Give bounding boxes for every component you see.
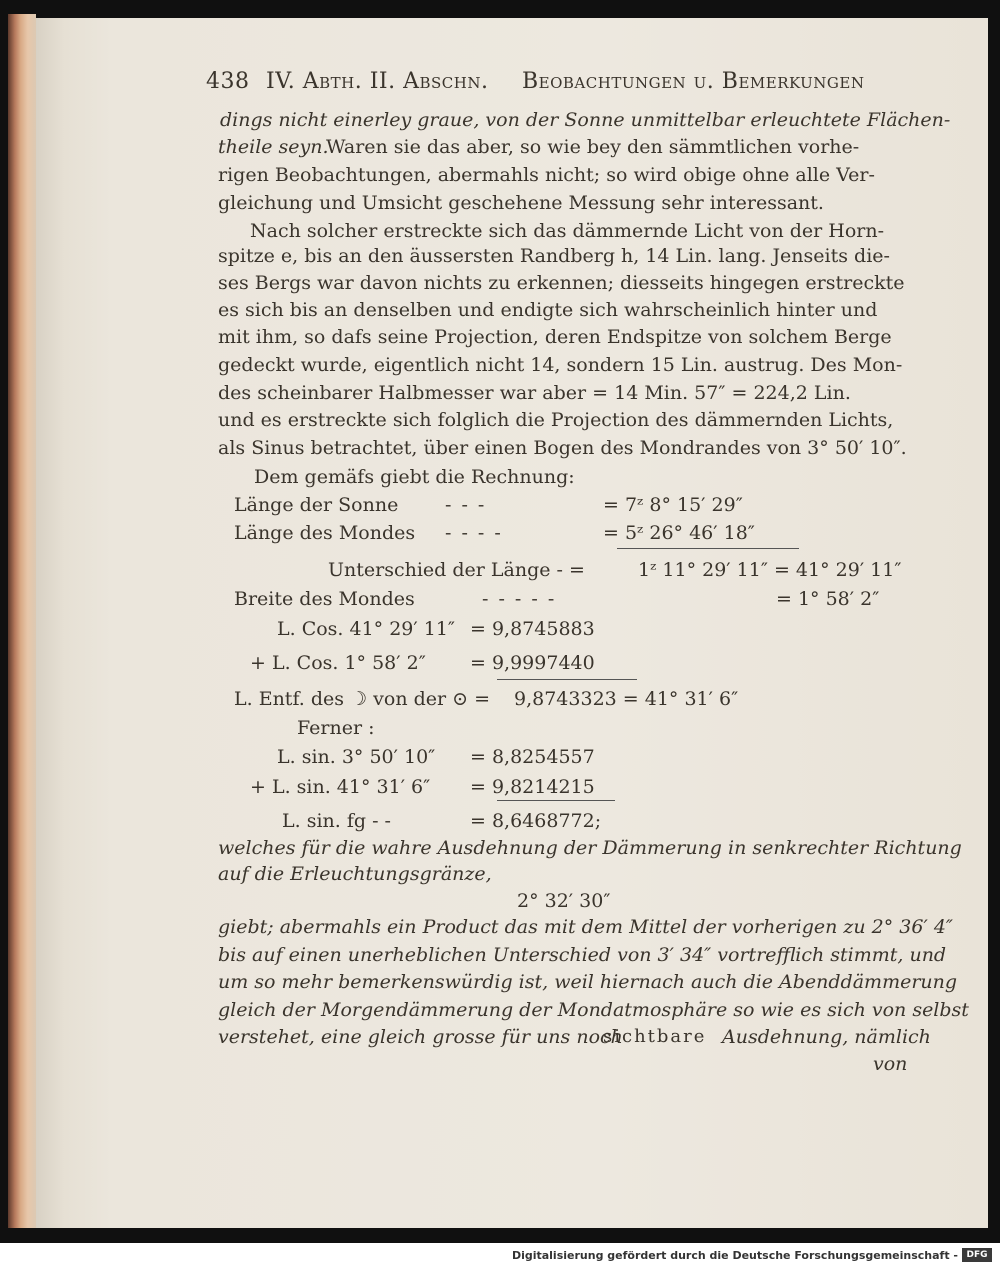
text-line: Nach solcher erstreckte sich das dämmernde Licht von der Horn- <box>250 220 885 242</box>
page-number: 438 <box>206 69 250 94</box>
calc-label: L. Entf. des ☽ von der ⊙ = <box>234 688 490 710</box>
running-title: Beobachtungen u. Bemerkungen <box>522 69 865 94</box>
text-line: gleichung und Umsicht geschehene Messung sehr interessant. <box>218 192 824 214</box>
text-line: rigen Beobachtungen, abermahls nicht; so wird obige ohne alle Ver- <box>218 164 875 186</box>
text-line: verstehet, eine gleich grosse für uns noch <box>218 1026 623 1048</box>
calc-label: Ferner : <box>297 717 375 739</box>
text-line: es sich bis an denselben und endigte sich wahrscheinlich hinter und <box>218 299 878 321</box>
result-angle: 2° 32′ 30″ <box>517 890 611 912</box>
footer-bar <box>0 1243 1000 1268</box>
calc-value: = 8,6468772; <box>470 810 602 832</box>
calc-label: L. sin. fg - - <box>282 810 391 832</box>
text-line: spitze e, bis an den äussersten Randberg h, 14 Lin. lang. Jenseits die- <box>218 245 890 267</box>
calc-value: 1ᶻ 11° 29′ 11″ = 41° 29′ 11″ <box>638 559 902 581</box>
calc-label: Breite des Mondes <box>234 588 415 610</box>
text-line: dings nicht einerley graue, von der Sonne unmittelbar erleuchtete Flächen- <box>220 109 951 131</box>
calc-value: = 7ᶻ 8° 15′ 29″ <box>603 494 743 516</box>
spaced-word: sichtbare <box>603 1026 707 1047</box>
calc-label: + L. sin. 41° 31′ 6″ <box>250 776 431 798</box>
text-line: ses Bergs war davon nichts zu erkennen; diesseits hingegen erstreckte <box>218 272 905 294</box>
text-line: Dem gemäfs giebt die Rechnung: <box>254 466 575 488</box>
calc-label: Länge des Mondes <box>234 522 416 544</box>
calc-dashes: - - - <box>445 494 487 516</box>
text-line: giebt; abermahls ein Product das mit dem Mittel der vorherigen zu 2° 36′ 4″ <box>218 916 954 938</box>
calc-value: = 1° 58′ 2″ <box>776 588 880 610</box>
text-line: theile seyn. <box>218 136 329 158</box>
calc-value: = 5ᶻ 26° 46′ 18″ <box>603 522 755 544</box>
text-line: mit ihm, so dafs seine Projection, deren Endspitze von solchem Berge <box>218 326 892 348</box>
text-line: Ausdehnung, nämlich <box>722 1026 931 1048</box>
page-edges <box>8 14 36 1228</box>
sum-rule <box>617 548 799 549</box>
calc-label: Unterschied der Länge - = <box>328 559 585 581</box>
text-line: auf die Erleuchtungsgränze, <box>218 863 492 885</box>
calc-label: + L. Cos. 1° 58′ 2″ <box>250 652 426 674</box>
sum-rule <box>497 800 615 801</box>
calc-value: = 9,8745883 <box>470 618 595 640</box>
calc-value: = 8,8254557 <box>470 746 595 768</box>
section-heading: IV. Abth. II. Abschn. <box>266 69 489 94</box>
text-line: um so mehr bemerkenswürdig ist, weil hiernach auch die Abenddämmerung <box>218 971 958 993</box>
text-line: gleich der Morgendämmerung der Mondatmosphäre so wie es sich von selbst <box>218 999 969 1021</box>
text-line: des scheinbarer Halbmesser war aber = 14 Min. 57″ = 224,2 Lin. <box>218 382 851 404</box>
sum-rule <box>497 679 637 680</box>
dfg-logo: DFG <box>962 1248 992 1262</box>
calc-label: Länge der Sonne <box>234 494 399 516</box>
calc-value: 9,8743323 = 41° 31′ 6″ <box>514 688 739 710</box>
calc-value: = 9,9997440 <box>470 652 595 674</box>
text-line: als Sinus betrachtet, über einen Bogen des Mondrandes von 3° 50′ 10″. <box>218 437 907 459</box>
calc-dashes: - - - - - <box>482 588 557 610</box>
text-line: welches für die wahre Ausdehnung der Dämmerung in senkrechter Richtung <box>218 837 962 859</box>
text-line: bis auf einen unerheblichen Unterschied von 3′ 34″ vortrefflich stimmt, und <box>218 944 947 966</box>
digitization-credit: Digitalisierung gefördert durch die Deutsche Forschungsgemeinschaft - <box>511 1249 958 1262</box>
calc-dashes: - - - - <box>445 522 503 544</box>
calc-label: L. sin. 3° 50′ 10″ <box>277 746 436 768</box>
text-line: gedeckt wurde, eigentlich nicht 14, sondern 15 Lin. austrug. Des Mon- <box>218 354 903 376</box>
catchword: von <box>873 1053 908 1075</box>
text-line: Waren sie das aber, so wie bey den sämmtlichen vorhe- <box>326 136 860 158</box>
text-line: und es erstreckte sich folglich die Projection des dämmernden Lichts, <box>218 409 894 431</box>
calc-value: = 9,8214215 <box>470 776 595 798</box>
calc-label: L. Cos. 41° 29′ 11″ <box>277 618 456 640</box>
